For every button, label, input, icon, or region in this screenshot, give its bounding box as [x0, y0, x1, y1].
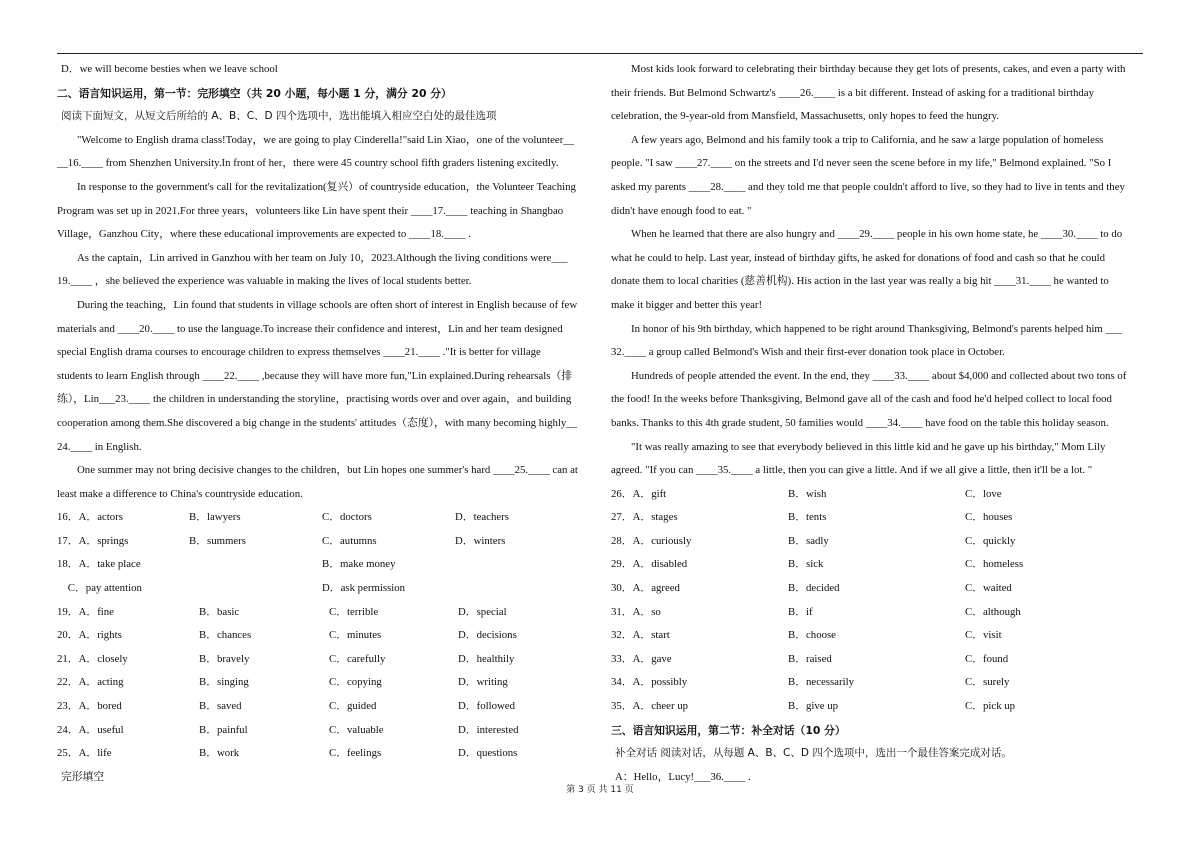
- option-choice: C．guided: [329, 700, 377, 713]
- section-label: 完形填空: [61, 770, 105, 783]
- option-choice: 17．A．springs: [57, 534, 129, 547]
- option-row: [57, 624, 591, 648]
- option-choice: 34．A．possibly: [611, 676, 688, 689]
- option-choice: 18．A．take place: [57, 558, 141, 571]
- text-line: In response to the government's call for the revitalization(复兴）of countryside education，the Volunteer Teaching: [77, 180, 576, 193]
- option-choice: D．special: [458, 605, 507, 618]
- text-line: "Welcome to English drama class!Today，we are going to play Cinderella!"said Lin Xiao，one of the volunteer__: [77, 133, 575, 146]
- option-choice: 29．A．disabled: [611, 558, 688, 571]
- option-choice: B．choose: [788, 629, 836, 642]
- text-line: agreed. "If you can ____35.____ a little, then you can give a little. And if we all give a little, then it'll be a lot. ": [611, 464, 1093, 477]
- text-line: the food! In the weeks before Thanksgiving, Belmond gave all of the cash and food he'd helped collect to local food: [611, 393, 1112, 406]
- option-choice: C．terrible: [329, 605, 379, 618]
- option-choice: C．doctors: [322, 511, 372, 524]
- text-line: A：Hello，Lucy!___36.____ .: [615, 770, 751, 783]
- text-line: D．we will become besties when we leave school: [61, 63, 278, 75]
- option-choice: B．wish: [788, 487, 827, 500]
- text-line: When he learned that there are also hungry and ____29.____ people in his own home state, he ____30.____ to do: [631, 228, 1123, 241]
- option-choice: B．sadly: [788, 534, 829, 547]
- option-choice: B．singing: [199, 676, 249, 689]
- text-line: 练），Lin___23.____ the children in understanding the storyline，practising words over and over again，and building: [57, 393, 572, 406]
- text-line: 32.____ a group called Belmond's Wish and their first-ever donation took place in October.: [611, 346, 1005, 359]
- text-line: As the captain，Lin arrived in Ganzhou with her team on July 10，2023.Although the living conditions were___: [77, 251, 568, 264]
- text-line: A few years ago, Belmond and his family took a trip to California, and he saw a large population of homeless: [631, 133, 1104, 146]
- option-choice: D．interested: [458, 723, 519, 736]
- option-row: [57, 742, 591, 766]
- option-choice: B．summers: [189, 534, 246, 547]
- option-choice: B．decided: [788, 582, 840, 595]
- option-choice: D．questions: [458, 747, 518, 760]
- left-column: [57, 58, 591, 789]
- text-line: make it bigger and better this year!: [611, 298, 763, 311]
- text-line: 19.____ ，she believed the experience was valuable in making the lives of local students better.: [57, 275, 472, 288]
- option-choice: 31．A．so: [611, 605, 661, 618]
- option-row: [57, 601, 591, 625]
- option-choice: 24．A．useful: [57, 723, 124, 736]
- option-row: [57, 577, 591, 601]
- text-line: 阅读下面短文，从短文后所给的 A、B、C、D 四个选项中，选出能填入相应空白处的最佳选项: [61, 110, 497, 123]
- option-choice: 16．A．actors: [57, 511, 123, 524]
- text-line: 24.____ in English.: [57, 440, 142, 453]
- option-row: [611, 671, 1144, 695]
- option-choice: D．teachers: [455, 511, 509, 524]
- page-footer: 第 3 页 共 11 页: [566, 785, 634, 795]
- text-line: cooperation among them.She discovered a big change in the students' attitudes（态度），with many becoming highly__: [57, 416, 578, 429]
- option-choice: 21．A．closely: [57, 652, 128, 665]
- option-choice: B．raised: [788, 652, 832, 665]
- option-choice: 25．A．life: [57, 747, 112, 760]
- text-line: celebration, the 9-year-old from Mansfield, Massachusetts, only hopes to feed the hungry.: [611, 110, 999, 123]
- option-choice: B．give up: [788, 700, 839, 713]
- option-row: [57, 671, 591, 695]
- text-line: 二、语言知识运用，第一节：完形填空（共 20 小题，每小题 1 分，满分 20 分）: [57, 86, 452, 100]
- option-row: [611, 530, 1144, 554]
- option-row: [611, 648, 1144, 672]
- option-choice: 19．A．fine: [57, 605, 114, 618]
- option-choice: B．work: [199, 747, 240, 760]
- option-choice: 20．A．rights: [57, 629, 122, 642]
- text-line: 补全对话 阅读对话，从每题 A、B、C、D 四个选项中，选出一个最佳答案完成对话。: [615, 747, 1012, 760]
- option-choice: C．homeless: [965, 558, 1024, 571]
- option-choice: B．bravely: [199, 652, 250, 665]
- option-row: [611, 577, 1144, 601]
- option-choice: 27．A．stages: [611, 511, 678, 524]
- left-options: [57, 506, 591, 766]
- option-choice: C．autumns: [322, 534, 377, 547]
- option-row: [57, 648, 591, 672]
- option-choice: B．if: [788, 605, 813, 618]
- text-line: asked my parents ____28.____ and they told me that people couldn't afford to live, so they had to live in tents and they: [611, 180, 1125, 193]
- option-row: [611, 624, 1144, 648]
- option-row: [57, 695, 591, 719]
- option-choice: 32．A．start: [611, 629, 670, 642]
- option-choice: 30．A．agreed: [611, 582, 680, 595]
- option-choice: D．followed: [458, 700, 515, 713]
- option-choice: C．love: [965, 487, 1002, 500]
- text-line: people. "I saw ____27.____ on the streets and I'd never seen the scene before in my life," Belmond explained. "So I: [611, 157, 1112, 170]
- dialogue-section: [611, 719, 1144, 790]
- option-choice: D．winters: [455, 534, 506, 547]
- option-choice: C．valuable: [329, 723, 384, 736]
- right-passage: [611, 58, 1144, 483]
- option-choice: C．visit: [965, 629, 1002, 642]
- text-line: materials and ____20.____ to use the language.To increase their confidence and interest，Lin and her team designed: [57, 322, 563, 335]
- option-choice: B．basic: [199, 605, 240, 618]
- text-line: Most kids look forward to celebrating their birthday because they get lots of presents, cakes, and even a party with: [631, 63, 1126, 75]
- text-line: Program was set up in 2021.For three years，volunteers like Lin have spent their ____17.____ teaching in Shangbao: [57, 204, 564, 217]
- text-line: Hundreds of people attended the event. In the end, they ____33.____ about $4,000 and collected about two tons of: [631, 369, 1127, 382]
- option-row: [57, 506, 591, 530]
- option-choice: B．sick: [788, 558, 824, 571]
- option-choice: C．surely: [965, 676, 1010, 689]
- option-choice: 28．A．curiously: [611, 534, 692, 547]
- option-choice: 35．A．cheer up: [611, 700, 689, 713]
- option-choice: B．lawyers: [189, 511, 241, 524]
- option-choice: C．waited: [965, 582, 1012, 595]
- option-choice: C．quickly: [965, 534, 1016, 547]
- option-row: [57, 530, 591, 554]
- option-choice: C．copying: [329, 676, 382, 689]
- option-choice: C．pick up: [965, 700, 1016, 713]
- text-line: One summer may not bring decisive changes to the children，but Lin hopes one summer's hard ____25.____ can at: [77, 464, 578, 477]
- option-row: [611, 483, 1144, 507]
- top-rule: [57, 53, 1143, 54]
- text-line: donate them to local charities (慈善机构). His action in the last year was really a big hit ____31.____ he wanted to: [611, 275, 1109, 288]
- option-choice: B．tents: [788, 511, 827, 524]
- text-line: least make a difference to China's countryside education.: [57, 487, 303, 500]
- option-row: [57, 719, 591, 743]
- option-choice: B．necessarily: [788, 676, 854, 689]
- option-row: [611, 553, 1144, 577]
- right-options: [611, 483, 1144, 719]
- text-line: 三、语言知识运用，第二节：补全对话（10 分）: [611, 723, 846, 737]
- option-choice: B．painful: [199, 723, 248, 736]
- option-row: [57, 553, 591, 577]
- option-choice: C．carefully: [329, 652, 386, 665]
- option-choice: 33．A．gave: [611, 652, 672, 665]
- option-choice: B．chances: [199, 629, 252, 642]
- right-column: [611, 58, 1144, 789]
- text-line: students to learn English through ____22.____ ,because they will have more fun,"Lin explained.During rehearsals（排: [57, 369, 573, 382]
- option-choice: D．ask permission: [322, 582, 406, 595]
- option-row: [611, 601, 1144, 625]
- option-choice: C．although: [965, 605, 1021, 618]
- option-choice: B．saved: [199, 700, 242, 713]
- option-choice: C．found: [965, 652, 1009, 665]
- text-line: banks. Thanks to this 4th grade student, 50 families would ____34.____ have food on the table this holiday season.: [611, 416, 1109, 429]
- option-choice: D．writing: [458, 676, 508, 689]
- text-line: During the teaching，Lin found that students in village schools are often short of interest in English because of few: [77, 298, 578, 311]
- option-choice: B．make money: [322, 558, 396, 571]
- option-row: [611, 506, 1144, 530]
- text-line: special English drama courses to encourage children to express themselves ____21.____ ."It is better for village: [57, 346, 541, 359]
- text-line: __16.____ from Shenzhen University.In front of her，there were 45 country school fifth graders listening excitedly.: [57, 157, 559, 170]
- option-choice: C．houses: [965, 511, 1013, 524]
- option-choice: C．feelings: [329, 747, 382, 760]
- text-line: "It was really amazing to see that everybody believed in this little kid and he gave up his birthday," Mom Lily: [631, 440, 1106, 453]
- text-line: In honor of his 9th birthday, which happened to be right around Thanksgiving, Belmond's parents helped him ___: [631, 322, 1122, 335]
- option-choice: C．minutes: [329, 629, 382, 642]
- option-choice: D．healthily: [458, 652, 515, 665]
- option-choice: 26．A．gift: [611, 487, 667, 500]
- option-choice: 23．A．bored: [57, 700, 122, 713]
- option-row: [611, 695, 1144, 719]
- text-line: their friends. But Belmond Schwartz's ____26.____ is a bit different. Instead of asking for a traditional birthday: [611, 86, 1095, 99]
- text-line: didn't have enough food to eat. ": [611, 204, 752, 217]
- option-choice: 22．A．acting: [57, 676, 124, 689]
- text-line: Village，Ganzhou City，where these educational improvements are expected to ____18.____ .: [57, 228, 472, 241]
- option-choice: C．pay attention: [57, 582, 142, 595]
- text-line: what he could to help. Last year, instead of birthday gifts, he asked for donations of food and cash so that he could: [611, 251, 1105, 264]
- left-passage: [57, 58, 591, 506]
- option-choice: D．decisions: [458, 629, 517, 642]
